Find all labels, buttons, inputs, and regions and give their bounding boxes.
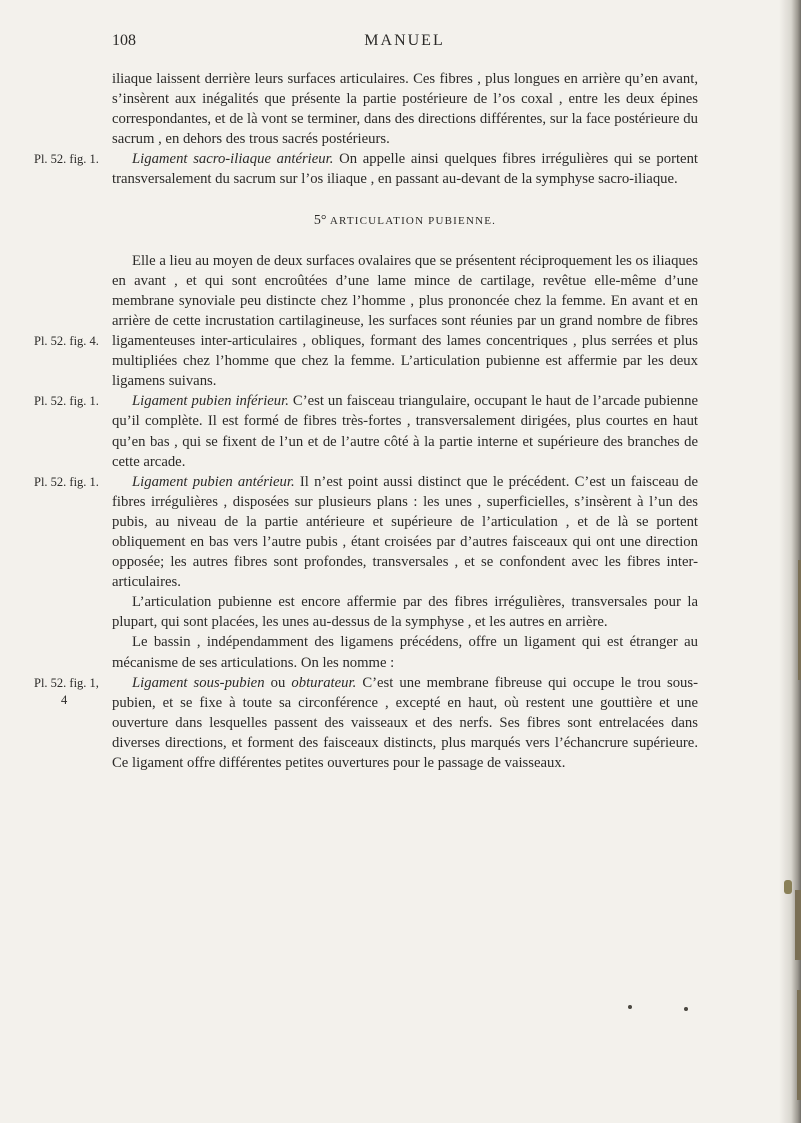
paragraph-text: ou	[264, 674, 292, 691]
section-heading	[112, 211, 698, 231]
plate-reference: Pl. 52. fig. 4.	[34, 333, 99, 348]
paragraph	[34, 251, 698, 392]
edge-mark	[795, 890, 801, 960]
page-number: 108	[112, 32, 136, 49]
section-number: 5°	[313, 212, 327, 228]
paragraph: L’articulation pubienne est encore affermie par des fibres irrégulières, transversales pour la plupart, qui sont placées, les unes au-dessus de la symphyse , et les autres en arrière.	[112, 594, 698, 631]
paragraph-text: Il n’est point aussi distinct que le précédent. C’est un faisceau de fibres irrégulières , disposées sur plusieurs plans : les unes , superficielles, s’insèrent à l’un des pubis, au niveau de la partie antérieure et supérieure de l’articulation , et de là se portent obliquement en bas vers l’autre pubis , étant croisées par d’autres faisceaux qui ont une direction opposée; les autres fibres sont profondes, transversales , et se confondent avec les fibres inter-articulaires.	[112, 473, 698, 591]
paragraph	[34, 472, 698, 593]
ink-speck	[784, 880, 792, 894]
ligament-term: obturateur.	[291, 674, 357, 691]
page-body	[34, 69, 699, 773]
plate-reference-line: 4	[61, 692, 68, 707]
ink-speck	[628, 1005, 632, 1009]
paragraph-text: C’est un faisceau triangulaire, occupant le haut de l’arcade pubienne qu’il complète. Il est formé de fibres très-fortes , transversalement dirigées, plus courtes en haut qu’en bas , qui se fixent de l’un et de l’autre côté à la partie interne et supérieure des branches de cette arcade.	[112, 393, 699, 470]
ligament-term: Ligament pubien antérieur.	[132, 473, 295, 490]
paragraph	[34, 673, 698, 773]
ink-speck	[684, 1007, 688, 1011]
plate-reference-line: Pl. 52. fig. 1,	[34, 675, 99, 690]
paragraph	[34, 149, 698, 189]
paragraph-text: On appelle ainsi quelques fibres irrégulières qui se portent transversalement du sacrum sur l’os iliaque , en passant au-devant de la symphyse sacro-iliaque.	[112, 151, 698, 188]
plate-reference: Pl. 52. fig. 1.	[34, 474, 99, 489]
paragraph-text: Elle a lieu au moyen de deux surfaces ovalaires que se présentent réciproquement les os iliaques en avant , et qui sont encroûtées d’une lame mince de cartilage, revêtue elle-même d’une membrane synoviale peu distincte chez l’homme , plus prononcée chez la femme. En avant et en arrière de cette incrustation cartilagineuse, les surfaces sont réunies par un grand nombre de fibres ligamenteuses inter-articulaires , obliques, formant des lames concentriques , plus serrées et plus multipliées chez l’homme que chez la femme. L’articulation pubienne est affermie par les deux ligamens suivans.	[112, 252, 698, 390]
plate-reference	[14, 673, 106, 707]
paragraph: iliaque laissent derrière leurs surfaces articulaires. Ces fibres , plus longues en arrière qu’en avant, s’insèrent aux inégalités que présente la partie postérieure de l’os coxal , entre les deux épines correspondantes, et de là vont se terminer, dans des directions différentes, sur la face postérieure du sacrum , en dehors des trous sacrés postérieurs.	[112, 71, 698, 148]
page-header	[112, 32, 697, 56]
ligament-term: Ligament pubien inférieur.	[132, 393, 289, 410]
section-title: ARTICULATION PUBIENNE.	[329, 214, 497, 227]
ligament-term: Ligament sacro-iliaque antérieur.	[132, 151, 334, 168]
running-title: MANUEL	[364, 32, 445, 49]
paragraph: Le bassin , indépendamment des ligamens précédens, offre un ligament qui est étranger au mécanisme de ses articulations. On les nomme :	[112, 634, 698, 671]
ligament-term: Ligament sous-pubien	[132, 674, 265, 691]
paragraph	[34, 391, 699, 471]
page-edge-shadow	[779, 0, 801, 1123]
plate-reference: Pl. 52. fig. 1.	[34, 394, 99, 409]
plate-reference: Pl. 52. fig. 1.	[34, 152, 99, 167]
edge-mark	[797, 990, 801, 1100]
paragraph-text: C’est une membrane fibreuse qui occupe le trou sous-pubien, et se fixe à toute sa circonférence , excepté en haut, où restent une gouttière et une ouverture dans lesquelles passent des vaisseaux et des nerfs. Ses fibres sont entrelacées dans diverses directions, et forment des faisceaux distincts, plus marqués vers l’échancrure supérieure. Ce ligament offre différentes petites ouvertures pour le passage de vaisseaux.	[112, 674, 698, 771]
